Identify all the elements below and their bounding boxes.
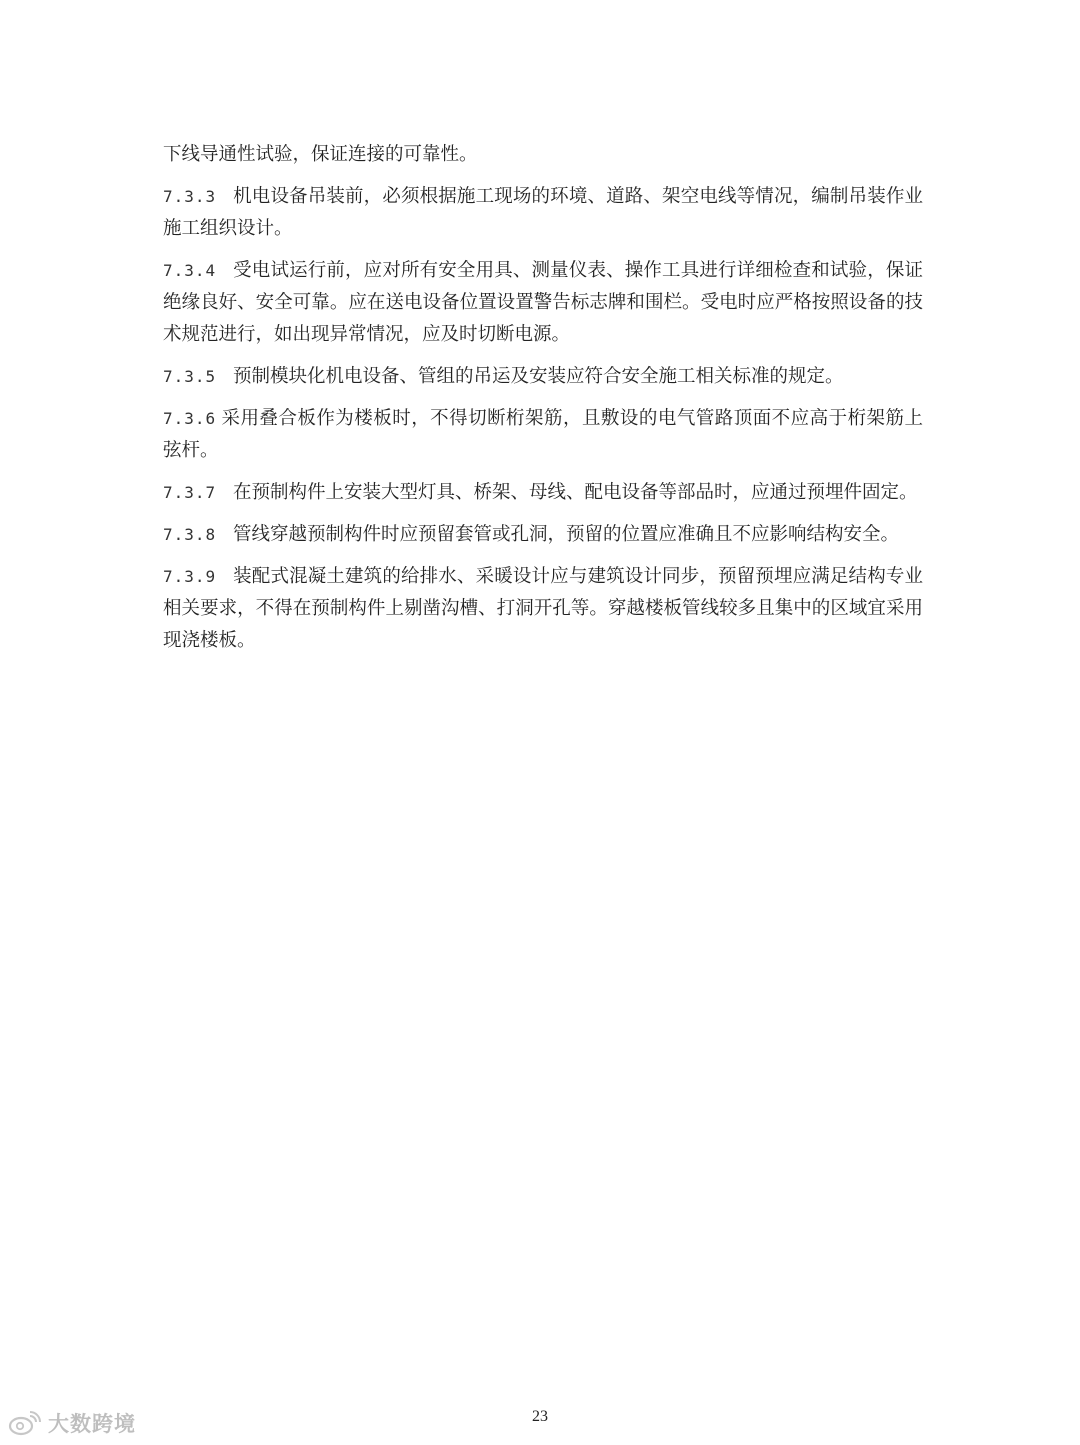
clause-7-3-7: [163, 477, 923, 509]
clause-text: 采用叠合板作为楼板时，不得切断桁架筋，且敷设的电气管路顶面不应高于桁架筋上弦杆。: [163, 408, 923, 461]
clause-number: 7.3.7: [163, 483, 217, 502]
watermark-text: 大数跨境: [48, 1412, 136, 1436]
weibo-logo-icon: [8, 1410, 42, 1436]
clause-text: 受电试运行前，应对所有安全用具、测量仪表、操作工具进行详细检查和试验，保证绝缘良好、安全可靠。应在送电设备位置设置警告标志牌和围栏。受电时应严格按照设备的技术规范进行，如出现异常情况，应及时切断电源。: [163, 260, 923, 345]
clause-text: 预制模块化机电设备、管组的吊运及安装应符合安全施工相关标准的规定。: [233, 366, 844, 387]
clause-7-3-6: [163, 403, 923, 467]
clause-text: 管线穿越预制构件时应预留套管或孔洞，预留的位置应准确且不应影响结构安全。: [233, 524, 900, 545]
clause-7-3-5: [163, 361, 923, 393]
paragraph-text: 下线导通性试验，保证连接的可靠性。: [163, 144, 478, 165]
paragraph-continuation: [163, 139, 923, 171]
page-number: 23: [532, 1408, 548, 1425]
clause-number: 7.3.9: [163, 567, 217, 586]
clause-number: 7.3.8: [163, 525, 217, 544]
clause-text: 机电设备吊装前，必须根据施工现场的环境、道路、架空电线等情况，编制吊装作业施工组织设计。: [163, 186, 923, 239]
clause-7-3-4: [163, 255, 923, 351]
clause-number: 7.3.6: [163, 409, 217, 428]
clause-number: 7.3.5: [163, 367, 217, 386]
clause-text: 装配式混凝土建筑的给排水、采暖设计应与建筑设计同步，预留预埋应满足结构专业相关要求，不得在预制构件上剔凿沟槽、打洞开孔等。穿越楼板管线较多且集中的区域宜采用现浇楼板。: [163, 566, 923, 651]
clause-7-3-8: [163, 519, 923, 551]
document-body: [163, 139, 923, 667]
clause-7-3-9: [163, 561, 923, 657]
watermark: [8, 1408, 136, 1438]
clause-7-3-3: [163, 181, 923, 245]
clause-number: 7.3.3: [163, 187, 217, 206]
clause-text: 在预制构件上安装大型灯具、桥架、母线、配电设备等部品时，应通过预埋件固定。: [233, 482, 918, 503]
clause-number: 7.3.4: [163, 261, 217, 280]
